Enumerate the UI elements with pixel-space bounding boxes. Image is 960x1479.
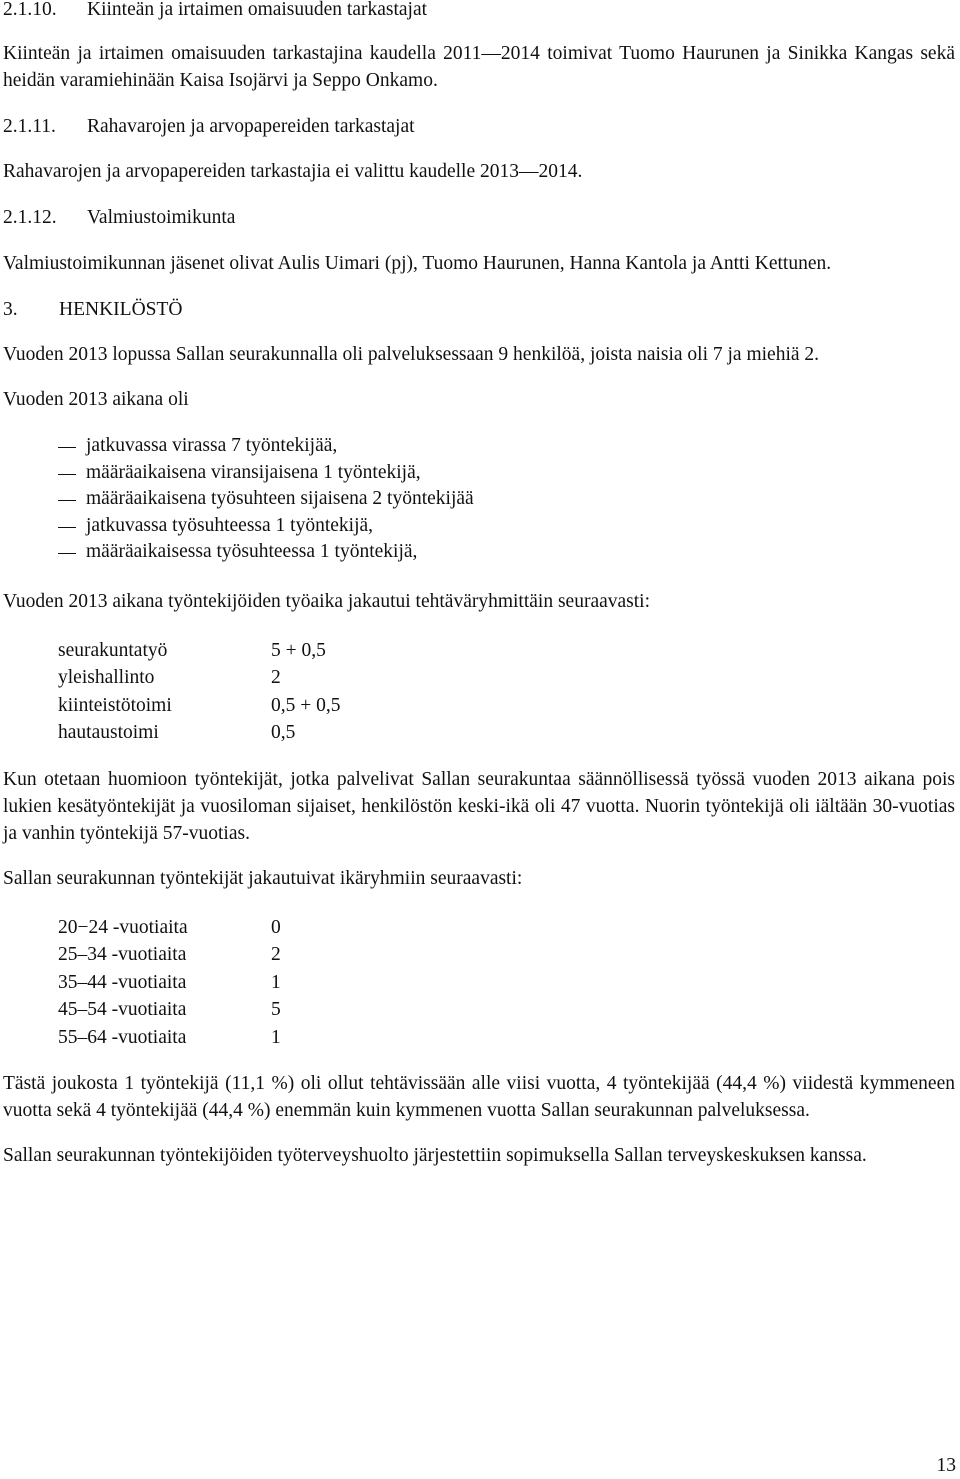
task-value: 2	[271, 667, 281, 688]
section-title: Rahavarojen ja arvopapereiden tarkastajat	[87, 116, 415, 137]
table-row	[58, 664, 341, 692]
section-title: Valmiustoimikunta	[87, 207, 236, 228]
age-count: 0	[271, 916, 281, 938]
table-row	[58, 719, 341, 747]
table-row	[58, 996, 281, 1024]
list-item: määräaikaisessa työsuhteessa 1 työntekijä,	[58, 539, 955, 566]
list-item: määräaikaisena työsuhteen sijaisena 2 työntekijää	[58, 486, 955, 513]
paragraph-agegroups-label: Sallan seurakunnan työntekijät jakautuivat ikäryhmiin seuraavasti:	[3, 867, 523, 889]
paragraph-during-label: Vuoden 2013 aikana oli	[3, 389, 189, 410]
table-row	[58, 941, 281, 969]
task-group: hautaustoimi	[58, 722, 159, 743]
table-row	[58, 637, 341, 665]
section-title: HENKILÖSTÖ	[59, 299, 183, 320]
age-count: 2	[271, 944, 281, 965]
section-heading-2-1-10	[3, 0, 955, 23]
list-item: jatkuvassa työsuhteessa 1 työntekijä,	[58, 513, 955, 540]
page-number: 13	[936, 1455, 956, 1476]
age-group: 45‒54 -vuotiaita	[58, 999, 187, 1020]
table-row	[58, 1024, 281, 1052]
age-count: 1	[271, 1026, 281, 1048]
task-group: kiinteistötoimi	[58, 694, 172, 716]
paragraph-staff-intro: Vuoden 2013 lopussa Sallan seurakunnalla oli palveluksessaan 9 henkilöä, joista naisia oli 7 ja miehiä 2.	[3, 344, 820, 365]
paragraph-average-age: Kun otetaan huomioon työntekijät, jotka palvelivat Sallan seurakuntaa säännöllisessä työssä vuoden 2013 aikana pois lukien kesätyöntekijät ja vuosiloman sijaiset, henkilöstön keski-ikä oli 47 vuotta. Nuorin työntekijä oli iältään 30-vuotias ja vanhin työntekijä 57-vuotias.	[3, 768, 955, 844]
task-value: 0,5 + 0,5	[271, 694, 341, 716]
task-group: seurakuntatyö	[58, 639, 168, 661]
section-number: 2.1.10.	[3, 0, 57, 20]
section-number: 3.	[3, 299, 18, 320]
age-count: 1	[271, 971, 281, 993]
age-group: 35‒44 -vuotiaita	[58, 971, 187, 993]
task-value: 0,5	[271, 722, 296, 743]
age-group-table	[58, 914, 281, 1052]
table-row	[58, 969, 281, 997]
age-count: 5	[271, 999, 281, 1020]
task-value: 5 + 0,5	[271, 639, 326, 661]
list-item: määräaikaisena viransijaisena 1 työntekijä,	[58, 460, 955, 487]
section-heading-2-1-12	[3, 204, 955, 231]
task-group: yleishallinto	[58, 667, 155, 688]
age-group: 20−24 -vuotiaita	[58, 916, 188, 938]
paragraph-occupational-health: Sallan seurakunnan työntekijöiden työterveyshuolto järjestettiin sopimuksella Sallan terveyskeskuksen kanssa.	[3, 1145, 867, 1166]
list-item: jatkuvassa virassa 7 työntekijää,	[58, 433, 955, 460]
section-heading-3	[3, 296, 955, 323]
paragraph-readiness-committee: Valmiustoimikunnan jäsenet olivat Aulis Uimari (pj), Tuomo Haurunen, Hanna Kantola ja Antti Kettunen.	[3, 253, 832, 274]
section-title: Kiinteän ja irtaimen omaisuuden tarkastajat	[87, 0, 428, 20]
document-page	[3, 0, 955, 1169]
section-heading-2-1-11	[3, 113, 955, 140]
worktime-table	[58, 637, 341, 747]
table-row	[58, 692, 341, 720]
employment-list	[3, 433, 955, 566]
age-group: 55‒64 -vuotiaita	[58, 1026, 187, 1048]
paragraph-service-years: Tästä joukosta 1 työntekijä (11,1 %) oli ollut tehtävissään alle viisi vuotta, 4 työntekijää (44,4 %) viidestä kymmeneen vuotta sekä 4 työntekijää (44,4 %) enemmän kuin kymmenen vuotta Sallan seurakunnan palveluksessa.	[3, 1073, 955, 1121]
paragraph-worktime-label: Vuoden 2013 aikana työntekijöiden työaika jakautui tehtäväryhmittäin seuraavasti:	[3, 590, 651, 612]
table-row	[58, 914, 281, 942]
section-number: 2.1.12.	[3, 207, 57, 228]
age-group: 25‒34 -vuotiaita	[58, 944, 187, 965]
paragraph-cash-inspectors: Rahavarojen ja arvopapereiden tarkastajia ei valittu kaudelle 2013—2014.	[3, 161, 583, 182]
paragraph-inspectors: Kiinteän ja irtaimen omaisuuden tarkastajina kaudella 2011—2014 toimivat Tuomo Haurunen ja Sinikka Kangas sekä heidän varamiehinään Kaisa Isojärvi ja Seppo Onkamo.	[3, 43, 955, 91]
section-number: 2.1.11.	[3, 116, 56, 137]
